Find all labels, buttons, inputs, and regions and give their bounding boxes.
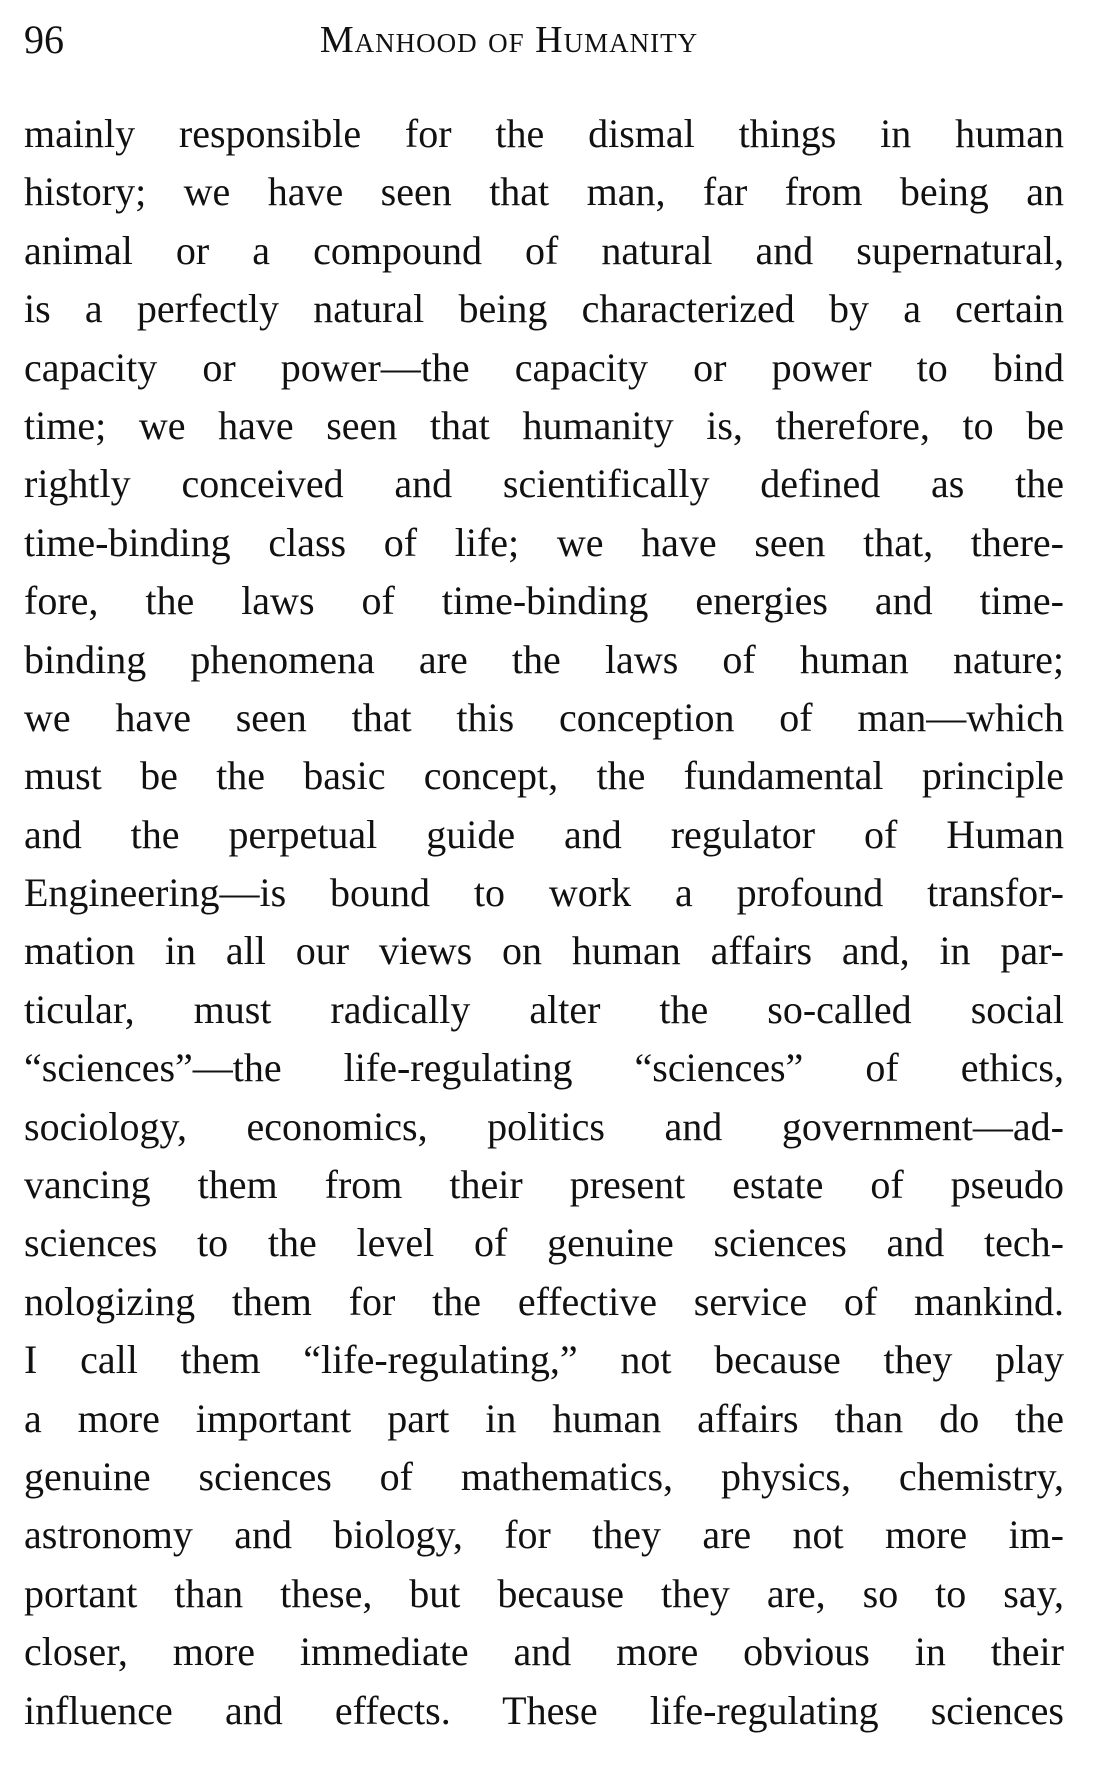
text-line: nologizing them for the effective service of mankind. <box>24 1278 1064 1324</box>
text-line: astronomy and biology, for they are not more im- <box>24 1512 1064 1558</box>
text-line: animal or a compound of natural and supernatural, <box>24 227 1064 273</box>
text-line: mainly responsible for the dismal things in human <box>24 111 1064 156</box>
text-line: must be the basic concept, the fundamental principle <box>24 753 1064 799</box>
text-line: “sciences”—the life-regulating “sciences” of ethics, <box>24 1045 1064 1091</box>
running-title-wrapper <box>24 10 834 70</box>
text-line: closer, more immediate and more obvious in their <box>24 1629 1064 1675</box>
text-line: is a perfectly natural being characterized by a certain <box>24 286 1064 332</box>
text-line: genuine sciences of mathematics, physics, chemistry, <box>24 1453 1064 1499</box>
text-line: mation in all our views on human affairs and, in par- <box>24 928 1064 974</box>
text-line: I call them “life-regulating,” not because they play <box>24 1337 1064 1383</box>
text-line: we have seen that this conception of man—which <box>24 694 1064 740</box>
text-line: binding phenomena are the laws of human nature; <box>24 636 1064 682</box>
running-title: Manhood of Humanity <box>319 19 699 61</box>
running-head <box>24 10 1064 70</box>
text-line: ticular, must radically alter the so-called social <box>24 986 1064 1032</box>
text-line: time-binding class of life; we have seen that, there- <box>24 519 1064 565</box>
text-line: Engineering—is bound to work a profound transfor- <box>24 870 1064 916</box>
text-line: history; we have seen that man, far from being an <box>24 169 1064 215</box>
text-line: influence and effects. These life-regulating sciences <box>24 1687 1064 1733</box>
text-line: vancing them from their present estate of pseudo <box>24 1162 1064 1208</box>
page-number: 96 <box>24 17 64 62</box>
text-line: portant than these, but because they are, so to say, <box>24 1570 1064 1616</box>
text-line: and the perpetual guide and regulator of Human <box>24 811 1064 857</box>
text-line: time; we have seen that humanity is, therefore, to be <box>24 402 1064 448</box>
text-line: capacity or power—the capacity or power to bind <box>24 344 1064 390</box>
text-line: fore, the laws of time-binding energies and time- <box>24 578 1064 624</box>
text-line: sociology, economics, politics and government—ad- <box>24 1103 1064 1149</box>
body-text <box>24 105 1064 1740</box>
text-line: a more important part in human affairs than do the <box>24 1395 1064 1441</box>
text-line: rightly conceived and scientifically defined as the <box>24 461 1064 507</box>
text-line: sciences to the level of genuine sciences and tech- <box>24 1220 1064 1266</box>
